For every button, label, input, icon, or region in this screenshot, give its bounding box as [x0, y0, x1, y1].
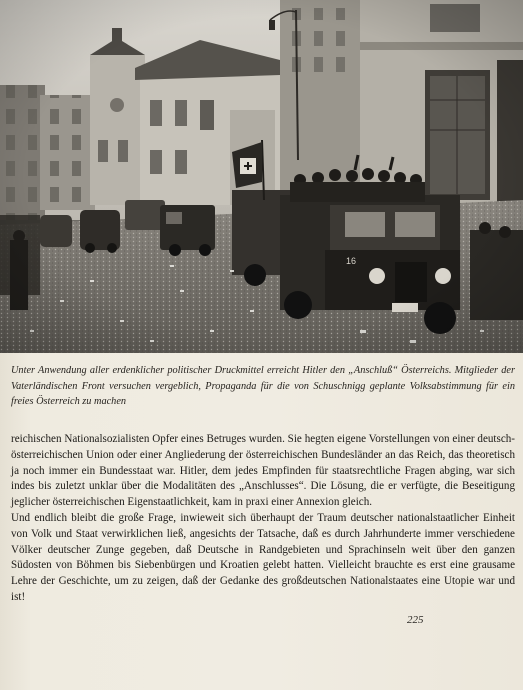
paragraph-1: reichischen Nationalsozialisten Opfer eines Betruges wurden. Sie hegten eigene Vorstellungen von einer deutsch-österreichischen Union oder einer Angliederung der österreichischen Bundesländer an das Reich, das theoretisch ja noch immer ein Bundesstaat war. Hitler, dem jedes Empfinden für staatsrechtliche Fragen abging, war sich indes bis zuletzt unklar über die Modalitäten des „Anschlusses“. Die Lösung, die er verfügte, die Beseitigung jeglicher österreichischen Eigenstaatlichkeit, kam in praxi einer Annexion gleich. [11, 433, 515, 509]
page-number: 225 [407, 614, 424, 626]
body-text [11, 432, 515, 606]
photo-caption: Unter Anwendung aller erdenklicher politischer Druckmittel erreicht Hitler den „Anschluß“ Österreichs. Mitglieder der Vaterländischen Front versuchen vergeblich, Propaganda für die von Schuschnigg geplante Volksabstimmung für ein freies Österreich zu machen [11, 365, 515, 408]
paragraph-2: Und endlich bleibt die große Frage, inwieweit sich überhaupt der Traum deutscher nationalstaatlicher Einheit von Volk und Staat verwirklichen ließ, angesichts der Tatsache, daß es durch Jahrhunderte immer verschiedene Völker deutscher Zunge gegeben, daß Deutsche in Randgebieten und Sprachinseln weit über den ganzen Südosten von Böhmen bis Siebenbürgen und Kroatien gelebt hatten. Vielleicht brauchte es erst eine grausame Lehre der Geschichte, um zu zeigen, daß der Gedanke des großdeutschen Nationalstaates eine Utopie war und ist! [11, 511, 515, 603]
